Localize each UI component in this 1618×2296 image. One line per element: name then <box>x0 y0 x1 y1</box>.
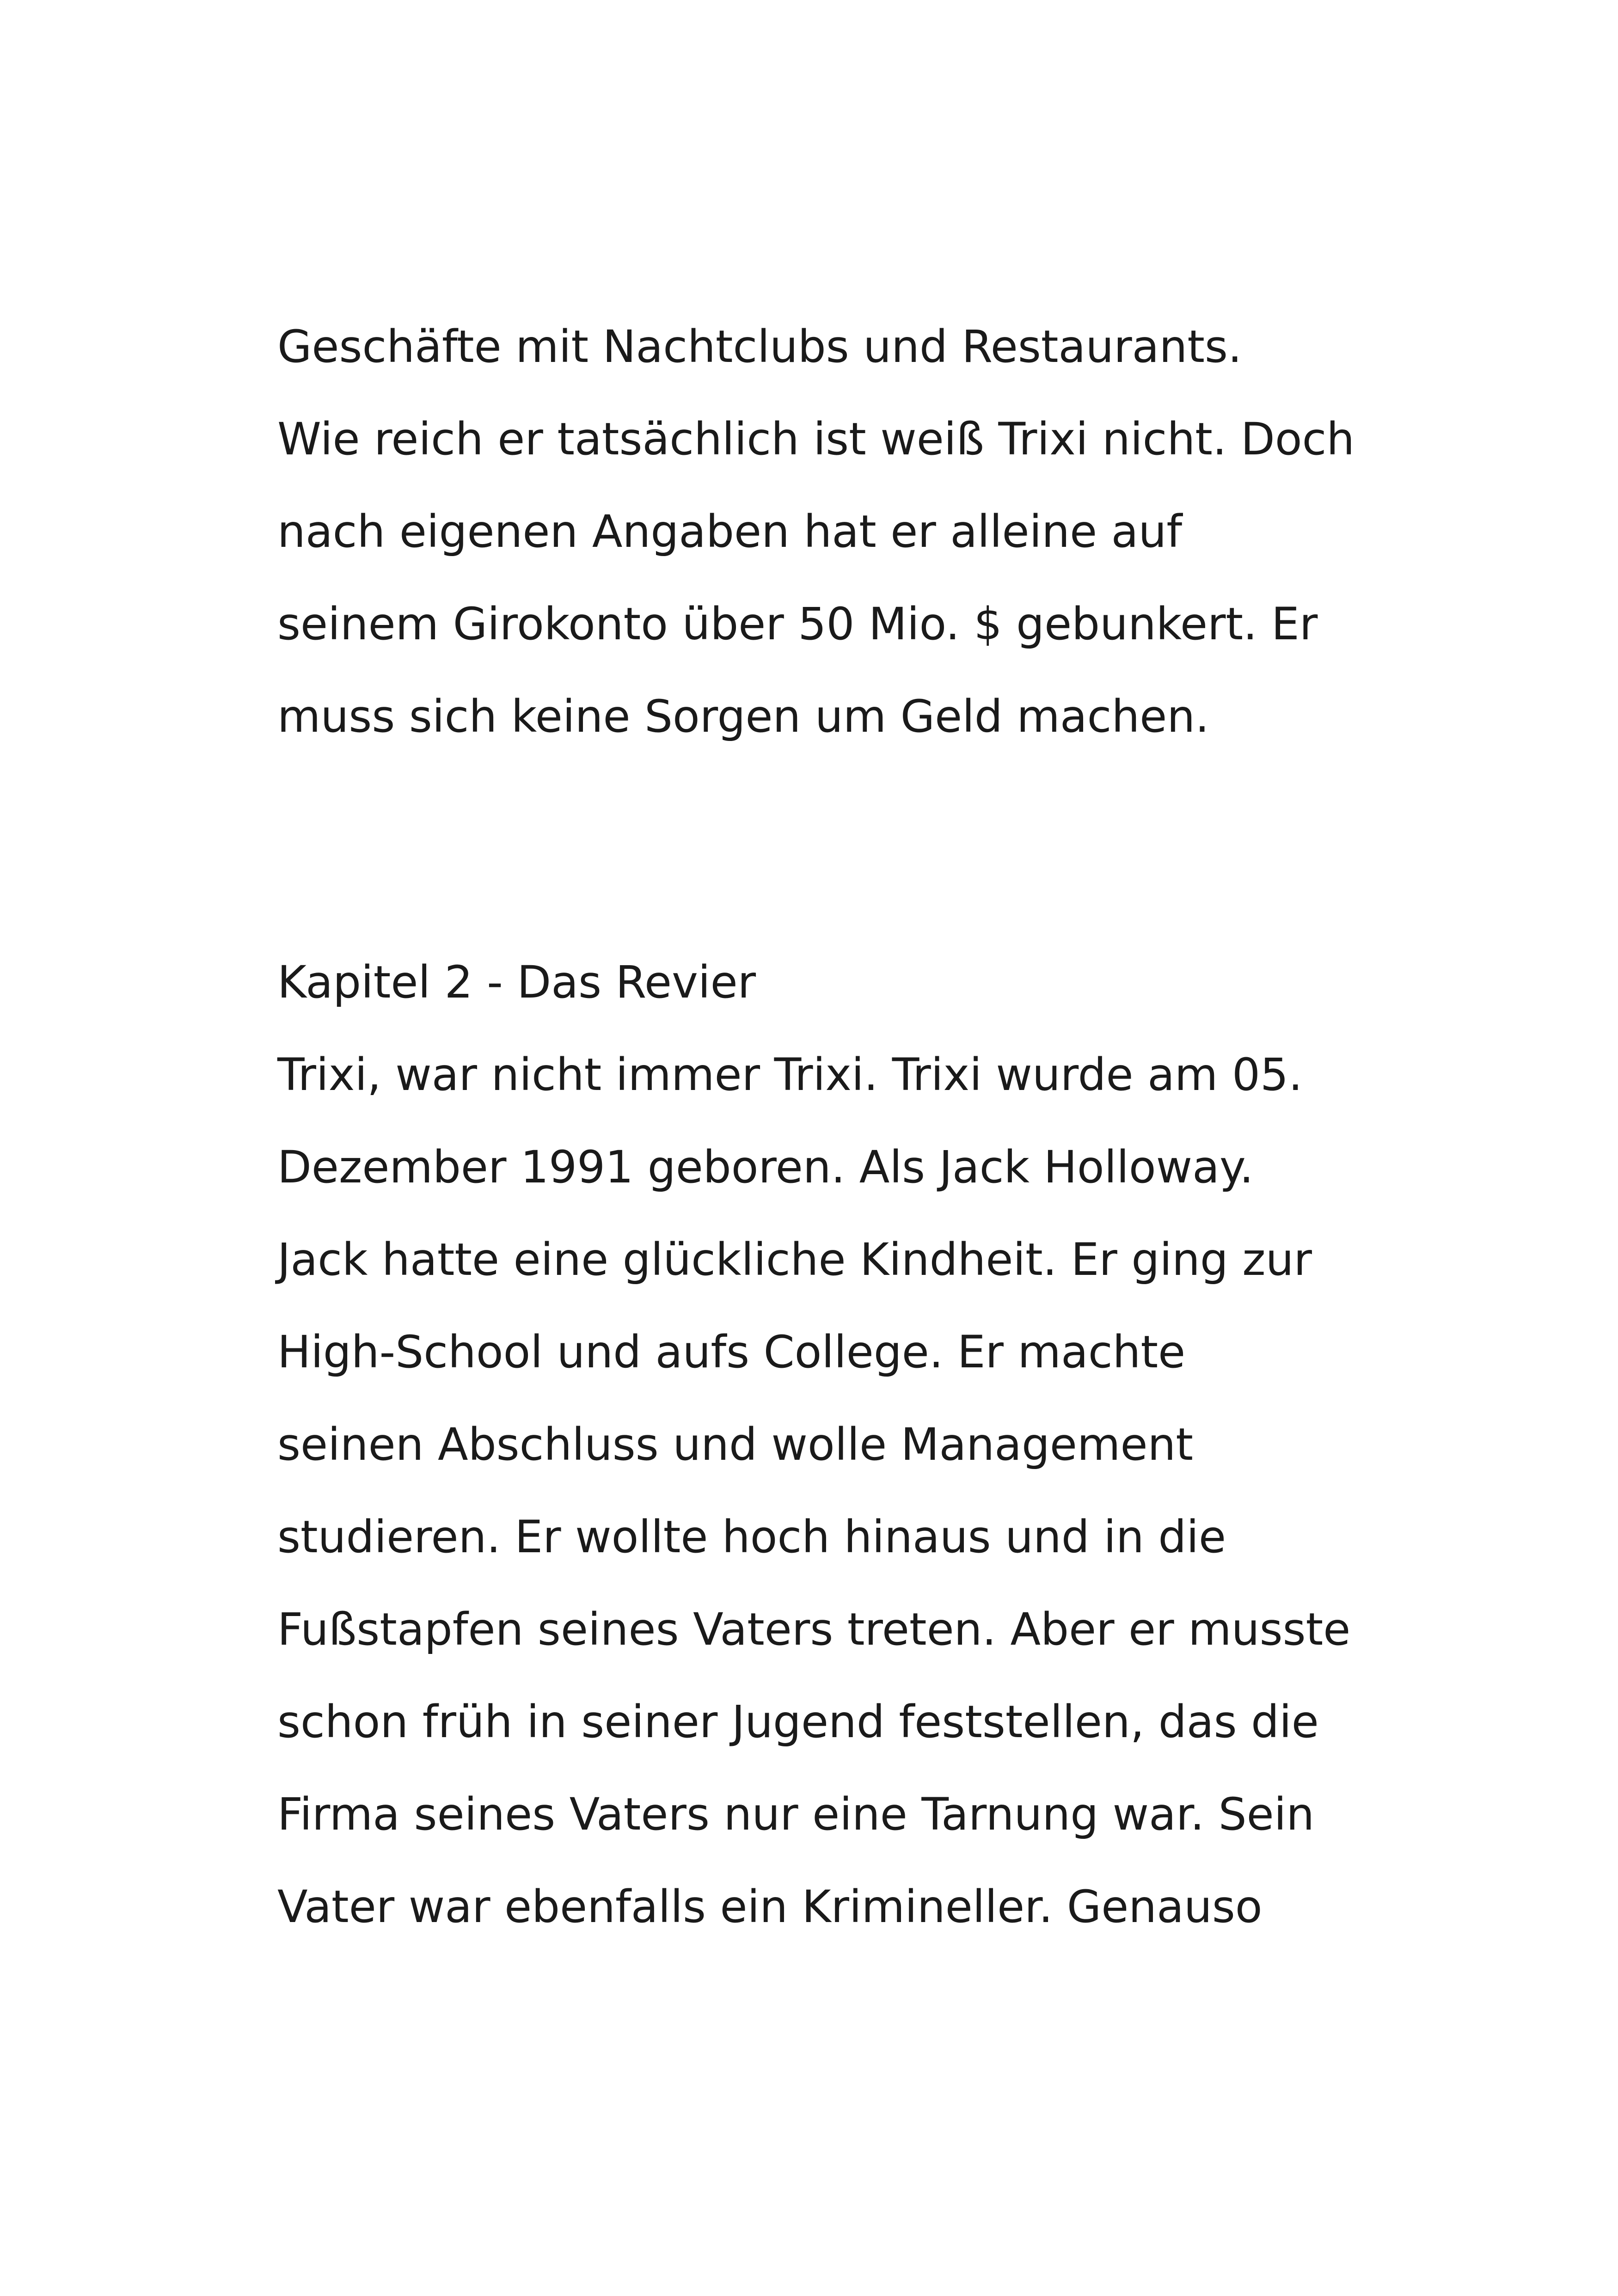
chapter-heading: Kapitel 2 - Das Revier <box>277 956 756 1008</box>
paragraph-line: High-School und aufs College. Er machte <box>277 1326 1186 1378</box>
paragraph-line: Geschäfte mit Nachtclubs und Restaurants. <box>277 321 1242 373</box>
paragraph-line: Firma seines Vaters nur eine Tarnung war. Sein <box>277 1788 1315 1840</box>
paragraph-line: seinem Girokonto über 50 Mio. $ gebunkert. Er <box>277 598 1318 650</box>
paragraph-line: muss sich keine Sorgen um Geld machen. <box>277 691 1209 742</box>
paragraph-line: studieren. Er wollte hoch hinaus und in die <box>277 1511 1226 1563</box>
paragraph-line: schon früh in seiner Jugend feststellen, das die <box>277 1696 1319 1748</box>
paragraph-line: nach eigenen Angaben hat er alleine auf <box>277 506 1183 557</box>
paragraph-line: Dezember 1991 geboren. Als Jack Holloway. <box>277 1141 1254 1193</box>
paragraph-line: Wie reich er tatsächlich ist weiß Trixi nicht. Doch <box>277 413 1355 465</box>
paragraph-line: Jack hatte eine glückliche Kindheit. Er ging zur <box>277 1234 1312 1286</box>
paragraph-line: Trixi, war nicht immer Trixi. Trixi wurde am 05. <box>277 1049 1303 1101</box>
paragraph-line: Vater war ebenfalls ein Krimineller. Genauso <box>277 1881 1263 1933</box>
paragraph-line: seinen Abschluss und wolle Management <box>277 1419 1194 1470</box>
paragraph-line: Fußstapfen seines Vaters treten. Aber er musste <box>277 1604 1351 1655</box>
